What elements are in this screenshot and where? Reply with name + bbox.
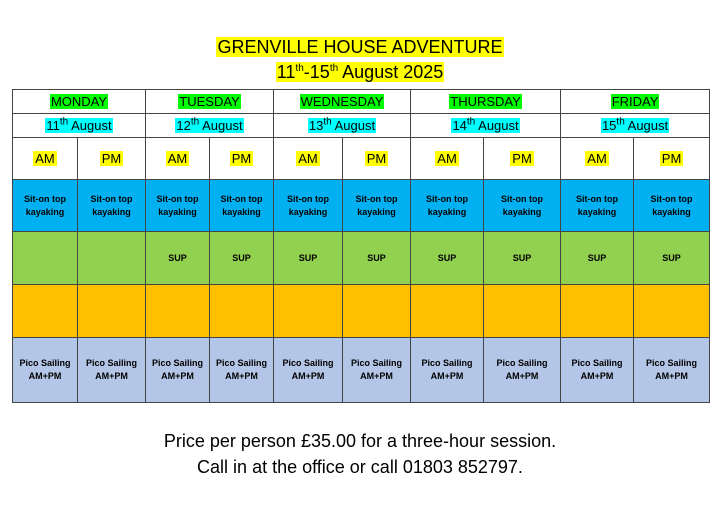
date-header	[411, 114, 561, 138]
day-name: MONDAY	[50, 94, 108, 109]
date-header	[274, 114, 411, 138]
sup-cell: SUP	[561, 232, 634, 285]
sup-cell: SUP	[634, 232, 710, 285]
empty-cell	[210, 285, 274, 338]
kayaking-cell: Sit-on top kayaking	[210, 180, 274, 232]
pico-cell: Pico Sailing AM+PM	[634, 338, 710, 403]
date-day: 13	[308, 118, 324, 133]
kayaking-cell: Sit-on top kayaking	[274, 180, 343, 232]
sup-cell	[13, 232, 78, 285]
page-title: GRENVILLE HOUSE ADVENTURE	[217, 37, 503, 57]
kayaking-cell: Sit-on top kayaking	[411, 180, 484, 232]
pico-cell: Pico Sailing AM+PM	[561, 338, 634, 403]
session-pm: PM	[343, 138, 411, 180]
day-name: THURSDAY	[450, 94, 521, 109]
day-name: TUESDAY	[179, 94, 240, 109]
day-header	[274, 90, 411, 114]
date-month: August	[68, 118, 112, 133]
session-am: AM	[146, 138, 210, 180]
date-range: 11th-15th August 2025	[276, 62, 444, 82]
day-header	[146, 90, 274, 114]
kayaking-cell: Sit-on top kayaking	[13, 180, 78, 232]
sup-cell: SUP	[411, 232, 484, 285]
date-row	[13, 114, 710, 138]
kayaking-row	[13, 180, 710, 232]
day-name: FRIDAY	[611, 94, 659, 109]
contact-text: Call in at the office or call 01803 852797.	[197, 457, 523, 477]
schedule-table	[12, 89, 710, 403]
date-day: 15	[601, 118, 617, 133]
session-am: AM	[561, 138, 634, 180]
pico-cell: Pico Sailing AM+PM	[411, 338, 484, 403]
date-day: 12	[176, 118, 191, 133]
day-name: WEDNESDAY	[300, 94, 384, 109]
session-am: AM	[274, 138, 343, 180]
empty-cell	[561, 285, 634, 338]
empty-cell	[411, 285, 484, 338]
empty-cell	[343, 285, 411, 338]
empty-cell	[13, 285, 78, 338]
session-am: AM	[411, 138, 484, 180]
empty-cell	[146, 285, 210, 338]
date-month: August	[624, 118, 669, 133]
pico-cell: Pico Sailing AM+PM	[484, 338, 561, 403]
day-header	[561, 90, 710, 114]
kayaking-cell: Sit-on top kayaking	[78, 180, 146, 232]
date-suffix: th	[59, 116, 69, 128]
date-header	[561, 114, 710, 138]
empty-row	[13, 285, 710, 338]
sup-cell: SUP	[484, 232, 561, 285]
day-row	[13, 90, 710, 114]
kayaking-cell: Sit-on top kayaking	[146, 180, 210, 232]
kayaking-cell: Sit-on top kayaking	[484, 180, 561, 232]
date-month: August	[331, 118, 376, 133]
day-header	[13, 90, 146, 114]
pico-cell: Pico Sailing AM+PM	[146, 338, 210, 403]
sup-cell: SUP	[210, 232, 274, 285]
date-suffix: th	[466, 116, 476, 128]
empty-cell	[484, 285, 561, 338]
empty-cell	[274, 285, 343, 338]
kayaking-cell: Sit-on top kayaking	[343, 180, 411, 232]
date-suffix: th	[190, 116, 200, 128]
kayaking-cell: Sit-on top kayaking	[561, 180, 634, 232]
sup-cell: SUP	[343, 232, 411, 285]
session-pm: PM	[78, 138, 146, 180]
date-month: August	[199, 118, 243, 133]
date-suffix: th	[616, 116, 625, 128]
date-month: August	[475, 118, 519, 133]
sup-row	[13, 232, 710, 285]
schedule-body	[13, 90, 710, 403]
pico-cell: Pico Sailing AM+PM	[78, 338, 146, 403]
sup-cell: SUP	[274, 232, 343, 285]
session-pm: PM	[634, 138, 710, 180]
pico-cell: Pico Sailing AM+PM	[343, 338, 411, 403]
session-am: AM	[13, 138, 78, 180]
date-header	[146, 114, 274, 138]
date-day: 11	[46, 118, 60, 133]
empty-cell	[78, 285, 146, 338]
sup-cell: SUP	[146, 232, 210, 285]
day-header	[411, 90, 561, 114]
kayaking-cell: Sit-on top kayaking	[634, 180, 710, 232]
sup-cell	[78, 232, 146, 285]
pico-cell: Pico Sailing AM+PM	[274, 338, 343, 403]
session-pm: PM	[210, 138, 274, 180]
date-suffix: th	[323, 116, 332, 128]
empty-cell	[634, 285, 710, 338]
date-day: 14	[452, 118, 467, 133]
pico-row	[13, 338, 710, 403]
session-row	[13, 138, 710, 180]
session-pm: PM	[484, 138, 561, 180]
price-text: Price per person £35.00 for a three-hour session.	[163, 431, 557, 451]
pico-cell: Pico Sailing AM+PM	[210, 338, 274, 403]
pico-cell: Pico Sailing AM+PM	[13, 338, 78, 403]
date-header	[13, 114, 146, 138]
